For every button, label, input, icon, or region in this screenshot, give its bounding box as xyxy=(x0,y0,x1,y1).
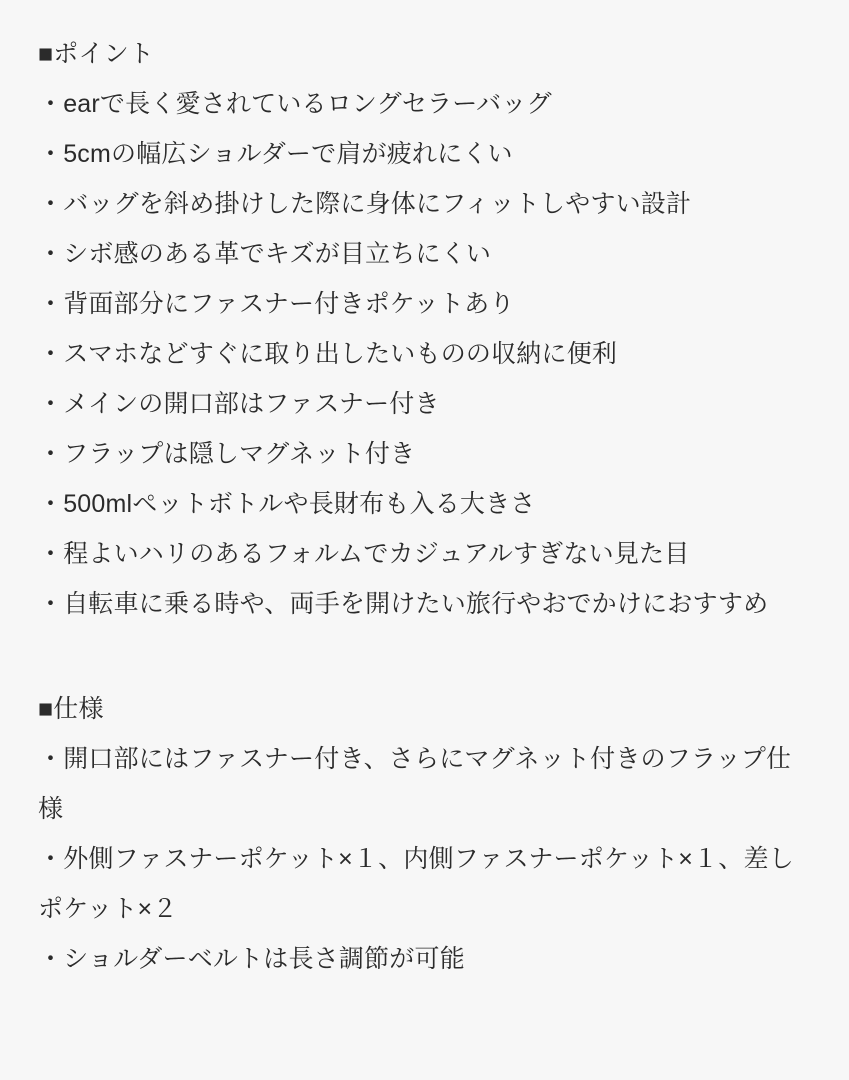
list-item: ・外側ファスナーポケット×１、内側ファスナーポケット×１、差しポケット×２ xyxy=(38,845,794,923)
points-list xyxy=(38,79,805,629)
section-heading: ■仕様 xyxy=(38,695,104,723)
specs-list xyxy=(38,734,805,984)
list-item: ・開口部にはファスナー付き、さらにマグネット付きのフラップ仕様 xyxy=(38,745,792,823)
list-item: ・背面部分にファスナー付きポケットあり xyxy=(38,290,515,318)
section-points xyxy=(38,30,805,629)
section-heading: ■ポイント xyxy=(38,40,155,68)
list-item: ・メインの開口部はファスナー付き xyxy=(38,390,440,418)
list-item: ・バッグを斜め掛けした際に身体にフィットしやすい設計 xyxy=(38,190,692,218)
list-item: ・シボ感のある革でキズが目立ちにくい xyxy=(38,240,492,268)
list-item: ・5cmの幅広ショルダーで肩が疲れにくい xyxy=(38,140,513,168)
list-item: ・自転車に乗る時や、両手を開けたい旅行やおでかけにおすすめ xyxy=(38,590,769,618)
list-item: ・ショルダーベルトは長さ調節が可能 xyxy=(38,945,465,973)
list-item: ・フラップは隠しマグネット付き xyxy=(38,440,416,468)
list-item: ・earで長く愛されているロングセラーバッグ xyxy=(38,90,552,118)
section-specs xyxy=(38,685,805,984)
list-item: ・スマホなどすぐに取り出したいものの収納に便利 xyxy=(38,340,618,368)
list-item: ・程よいハリのあるフォルムでカジュアルすぎない見た目 xyxy=(38,540,690,568)
list-item: ・500mlペットボトルや長財布も入る大きさ xyxy=(38,490,536,518)
